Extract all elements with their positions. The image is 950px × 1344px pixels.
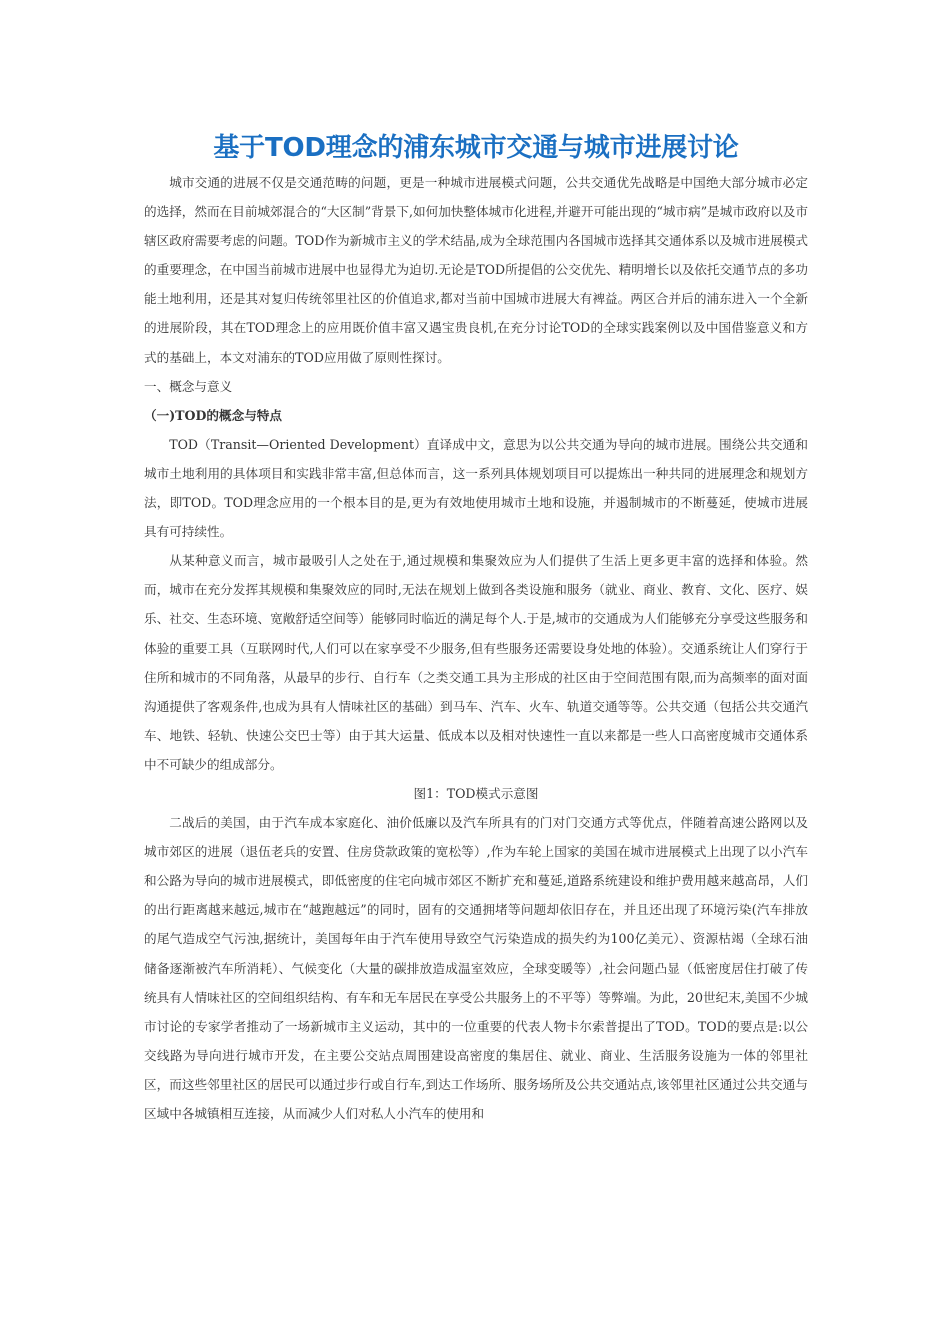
figure-caption: 图1：TOD模式示意图	[413, 785, 539, 801]
intro-paragraph: 城市交通的进展不仅是交通范畴的问题，更是一种城市进展模式问题，公共交通优先战略是中国绝大部分城市必定的选择，然而在目前城郊混合的“大区制”背景下,如何加快整体城市化进程,并避开可能出现的“城市病”是城市政府以及市辖区政府需要考虑的问题。TOD作为新城市主义的学术结晶,成为全球范围内各国城市选择其交通体系以及城市进展模式的重要理念，在中国当前城市进展中也显得尤为迫切.无论是TOD所提倡的公交优先、精明增长以及依托交通节点的多功能土地利用，还是其对复归传统邻里社区的价值追求,都对当前中国城市进展大有裨益。两区合并后的浦东进入一个全新的进展阶段，其在TOD理念上的应用既价值丰富又遇宝贵良机,在充分讨论TOD的全球实践案例以及中国借鉴意义和方式的基础上，本文对浦东的TOD应用做了原则性探讨。	[144, 175, 808, 365]
postwar-usa-paragraph: 二战后的美国，由于汽车成本家庭化、油价低廉以及汽车所具有的门对门交通方式等优点，伴随着高速公路网以及城市郊区的进展（退伍老兵的安置、住房贷款政策的宽松等）,作为车轮上国家的美国在城市进展模式上出现了以小汽车和公路为导向的城市进展模式，即低密度的住宅向城市郊区不断扩充和蔓延,道路系统建设和维护费用越来越高昂，人们的出行距离越来越远,城市在“越跑越远”的同时，固有的交通拥堵等问题却依旧存在，并且还出现了环境污染(汽车排放的尾气造成空气污浊,据统计，美国每年由于汽车使用导致空气污染造成的损失约为100亿美元）、资源枯竭（全球石油储备逐渐被汽车所消耗）、气候变化（大量的碳排放造成温室效应，全球变暖等）,社会问题凸显（低密度居住打破了传统具有人情味社区的空间组织结构、有车和无车居民在享受公共服务上的不平等）等弊端。为此，20世纪末,美国不少城市讨论的专家学者推动了一场新城市主义运动，其中的一位重要的代表人物卡尔索普提出了TOD。TOD的要点是:以公交线路为导向进行城市开发，在主要公交站点周围建设高密度的集居住、就业、商业、生活服务设施为一体的邻里社区，而这些邻里社区的居民可以通过步行或自行车,到达工作场所、服务场所及公共交通站点,该邻里社区通过公共交通与区域中各城镇相互连接，从而减少人们对私人小汽车的使用和	[144, 815, 808, 1121]
document-title: 基于TOD理念的浦东城市交通与城市进展讨论	[213, 133, 739, 163]
city-attraction-paragraph: 从某种意义而言，城市最吸引人之处在于,通过规模和集聚效应为人们提供了生活上更多更丰富的选择和体验。然而，城市在充分发挥其规模和集聚效应的同时,无法在规划上做到各类设施和服务（就业、商业、教育、文化、医疗、娱乐、社交、生态环境、宽敞舒适空间等）能够同时临近的满足每个人.于是,城市的交通成为人们能够充分享受这些服务和体验的重要工具（互联网时代,人们可以在家享受不少服务,但有些服务还需要设身处地的体验）。交通系统让人们穿行于住所和城市的不同角落，从最早的步行、自行车（之类交通工具为主形成的社区由于空间范围有限,而为高频率的面对面沟通提供了客观条件,也成为具有人情味社区的基础）到马车、汽车、火车、轨道交通等等。公共交通（包括公共交通汽车、地铁、轻轨、快速公交巴士等）由于其大运量、低成本以及相对快速性一直以来都是一些人口高密度城市交通体系中不可缺少的组成部分。	[144, 553, 808, 772]
section-heading: 一、概念与意义	[144, 378, 233, 394]
document-body	[144, 130, 808, 1128]
tod-definition-paragraph: TOD（Transit—Oriented Development）直译成中文，意思为以公共交通为导向的城市进展。围绕公共交通和城市土地利用的具体项目和实践非常丰富,但总体而言，这一系列具体规划项目可以提炼出一种共同的进展理念和规划方法，即TOD。TOD理念应用的一个根本目的是,更为有效地使用城市土地和设施，并遏制城市的不断蔓延，使城市进展具有可持续性。	[144, 436, 808, 540]
subsection-heading: （一)TOD的概念与特点	[144, 407, 282, 423]
